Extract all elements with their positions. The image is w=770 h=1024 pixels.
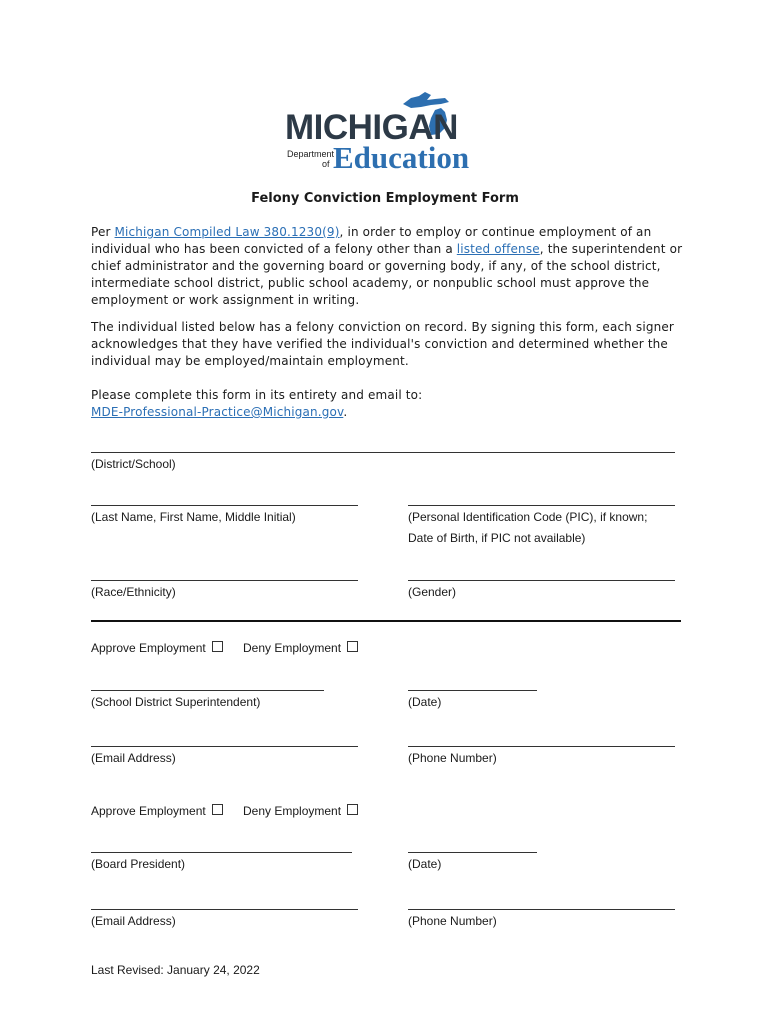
gender-line[interactable]	[408, 580, 675, 581]
board-date-line[interactable]	[408, 852, 537, 853]
superintendent-phone-label: (Phone Number)	[408, 751, 497, 765]
race-line[interactable]	[91, 580, 358, 581]
superintendent-approve-option[interactable]: Approve Employment	[91, 641, 223, 655]
logo-michigan-text: MICHIGAN	[285, 108, 458, 147]
logo-department-text: Department of	[287, 149, 335, 169]
name-line[interactable]	[91, 505, 358, 506]
section-divider	[91, 620, 681, 622]
superintendent-email-line[interactable]	[91, 746, 358, 747]
superintendent-approve-checkbox[interactable]	[212, 641, 223, 652]
board-email-line[interactable]	[91, 909, 358, 910]
board-president-label: (Board President)	[91, 857, 186, 871]
district-school-line[interactable]	[91, 452, 675, 453]
superintendent-deny-checkbox[interactable]	[347, 641, 358, 652]
superintendent-label: (School District Superintendent)	[91, 695, 261, 709]
superintendent-signature-line[interactable]	[91, 690, 324, 691]
superintendent-phone-line[interactable]	[408, 746, 675, 747]
board-deny-checkbox[interactable]	[347, 804, 358, 815]
superintendent-deny-option[interactable]: Deny Employment	[243, 641, 358, 655]
superintendent-date-label: (Date)	[408, 695, 442, 709]
logo-education-text: Education	[333, 140, 470, 175]
last-revised: Last Revised: January 24, 2022	[91, 963, 260, 977]
listed-offense-link[interactable]: listed offense	[456, 242, 540, 256]
board-phone-label: (Phone Number)	[408, 914, 497, 928]
board-phone-line[interactable]	[408, 909, 675, 910]
mcl-link[interactable]: Michigan Compiled Law 380.1230(9)	[114, 225, 340, 239]
superintendent-email-label: (Email Address)	[91, 751, 176, 765]
email-link[interactable]: MDE-Professional-Practice@Michigan.gov	[91, 405, 344, 419]
pic-label: (Personal Identification Code (PIC), if known; Date of Birth, if PIC not available)	[408, 510, 648, 545]
acknowledgement-paragraph: The individual listed below has a felony conviction on record. By signing this form, each signer acknowledges that they have verified the individual's conviction and determined whether the individual may be employed/maintain employment.	[91, 320, 674, 368]
board-date-label: (Date)	[408, 857, 442, 871]
form-title: Felony Conviction Employment Form	[251, 191, 519, 206]
instructions-paragraph: Please complete this form in its entirety and email to: MDE-Professional-Practice@Michigan.gov.	[91, 388, 423, 419]
name-label: (Last Name, First Name, Middle Initial)	[91, 510, 296, 524]
gender-label: (Gender)	[408, 585, 457, 599]
district-school-label: (District/School)	[91, 457, 176, 471]
superintendent-date-line[interactable]	[408, 690, 537, 691]
mde-logo	[283, 90, 488, 175]
intro-paragraph: Per Michigan Compiled Law 380.1230(9), in order to employ or continue employment of an individual who has been convicted of a felony other than a listed offense, the superintendent or chief administrator and the governing board or governing body, if any, of the school district, intermediate school district, public school academy, or nonpublic school must approve the employment or work assignment in writing.	[91, 225, 683, 307]
board-approve-option[interactable]: Approve Employment	[91, 804, 223, 818]
board-approve-checkbox[interactable]	[212, 804, 223, 815]
pic-line[interactable]	[408, 505, 675, 506]
board-email-label: (Email Address)	[91, 914, 176, 928]
board-signature-line[interactable]	[91, 852, 352, 853]
board-deny-option[interactable]: Deny Employment	[243, 804, 358, 818]
race-label: (Race/Ethnicity)	[91, 585, 176, 599]
